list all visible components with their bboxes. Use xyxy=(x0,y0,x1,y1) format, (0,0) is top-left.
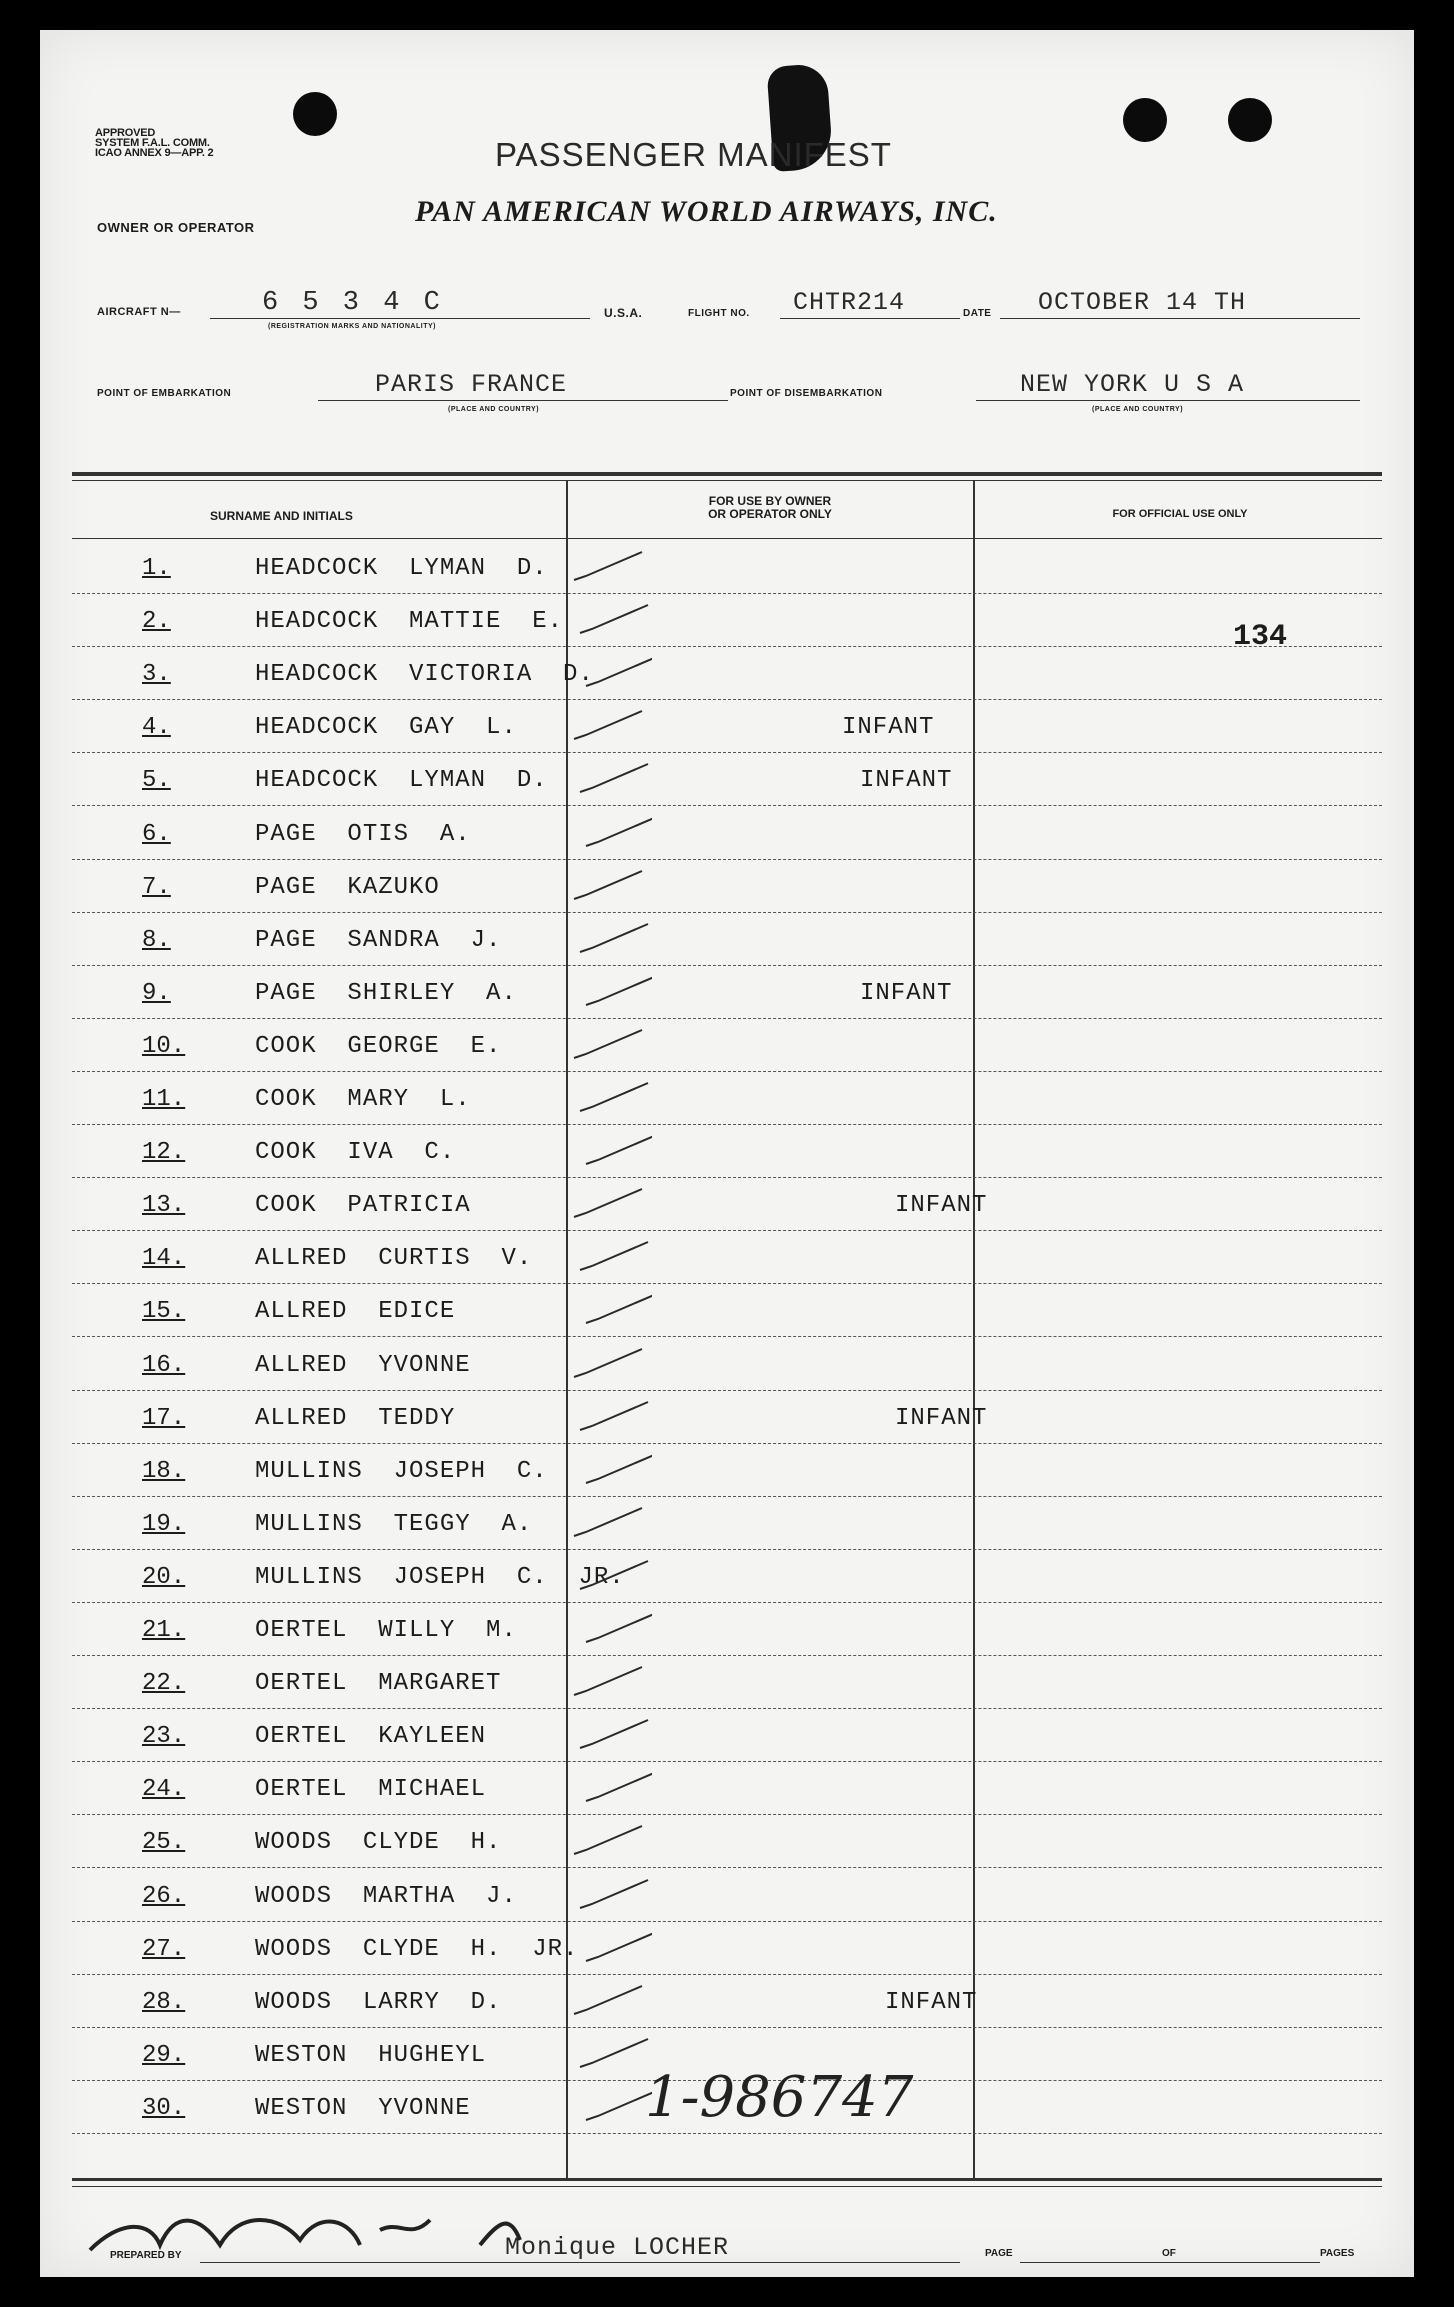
disembark-underline xyxy=(976,400,1360,401)
check-mark-icon xyxy=(572,705,652,745)
passenger-number: 18. xyxy=(142,1457,186,1485)
passenger-number: 16. xyxy=(142,1351,186,1379)
check-mark-icon xyxy=(572,1077,652,1117)
passenger-row xyxy=(72,1922,1382,1975)
owner-label: OWNER OR OPERATOR xyxy=(97,220,255,235)
passenger-number: 2. xyxy=(142,608,171,636)
passenger-row xyxy=(72,1497,1382,1550)
passenger-name: WESTON HUGHEYL xyxy=(255,2041,487,2069)
aircraft-underline xyxy=(210,318,590,319)
passenger-name: COOK IVA C. xyxy=(255,1139,456,1167)
aircraft-value: 6 5 3 4 C xyxy=(262,288,444,318)
passenger-number: 7. xyxy=(142,873,171,901)
passenger-name: WOODS LARRY D. xyxy=(255,1988,502,2016)
page-label: PAGE xyxy=(985,2248,1013,2259)
check-mark-icon xyxy=(572,1396,652,1436)
passenger-number: 9. xyxy=(142,979,171,1007)
passenger-name: WOODS CLYDE H. xyxy=(255,1829,502,1857)
passenger-name: ALLRED EDICE xyxy=(255,1298,456,1326)
passenger-number: 3. xyxy=(142,661,171,689)
check-mark-icon xyxy=(572,1024,652,1064)
passenger-name: OERTEL MARGARET xyxy=(255,1670,502,1698)
passenger-row xyxy=(72,541,1382,594)
embark-sub: (PLACE AND COUNTRY) xyxy=(448,406,540,413)
passenger-number: 26. xyxy=(142,1882,186,1910)
passenger-name: WOODS CLYDE H. JR. xyxy=(255,1935,579,1963)
passenger-name: HEADCOCK MATTIE E. xyxy=(255,608,564,636)
page-underline xyxy=(1020,2262,1320,2263)
handwritten-number: 1-986747 xyxy=(645,2065,914,2130)
embark-value: PARIS FRANCE xyxy=(375,370,568,399)
check-mark-icon xyxy=(572,1980,652,2020)
passenger-number: 14. xyxy=(142,1245,186,1273)
passenger-row xyxy=(72,1762,1382,1815)
passenger-number: 15. xyxy=(142,1298,186,1326)
check-mark-icon xyxy=(572,2086,652,2126)
col-header-official: FOR OFFICIAL USE ONLY xyxy=(1112,508,1248,520)
passenger-number: 12. xyxy=(142,1139,186,1167)
passenger-number: 6. xyxy=(142,820,171,848)
check-mark-icon xyxy=(572,1343,652,1383)
passenger-name: MULLINS TEGGY A. xyxy=(255,1510,533,1538)
check-mark-icon xyxy=(572,865,652,905)
passenger-number: 24. xyxy=(142,1776,186,1804)
passenger-row xyxy=(72,647,1382,700)
col-header-surname: SURNAME AND INITIALS xyxy=(210,509,353,523)
check-mark-icon xyxy=(572,1767,652,1807)
punch-hole-right-1 xyxy=(1123,98,1167,142)
check-mark-icon xyxy=(572,1289,652,1329)
passenger-note: INFANT xyxy=(842,714,935,742)
passenger-name: ALLRED TEDDY xyxy=(255,1404,456,1432)
check-mark-icon xyxy=(572,1555,652,1595)
aircraft-sub: (REGISTRATION MARKS AND NATIONALITY) xyxy=(268,323,436,330)
passenger-name: COOK GEORGE E. xyxy=(255,1032,502,1060)
passenger-row xyxy=(72,1603,1382,1656)
date-underline xyxy=(1000,318,1360,319)
passenger-name: MULLINS JOSEPH C. JR. xyxy=(255,1563,625,1591)
passenger-row xyxy=(72,1391,1382,1444)
flight-underline xyxy=(780,318,960,319)
punch-hole-right-2 xyxy=(1228,98,1272,142)
embark-label: POINT OF EMBARKATION xyxy=(97,388,232,399)
check-mark-icon xyxy=(572,1608,652,1648)
passenger-number: 25. xyxy=(142,1829,186,1857)
passenger-number: 29. xyxy=(142,2041,186,2069)
passenger-row xyxy=(72,1072,1382,1125)
disembark-sub: (PLACE AND COUNTRY) xyxy=(1092,406,1184,413)
passenger-row xyxy=(72,807,1382,860)
passenger-name: COOK MARY L. xyxy=(255,1086,471,1113)
check-mark-icon xyxy=(572,1502,652,1542)
check-mark-icon xyxy=(572,1183,652,1223)
passenger-row xyxy=(72,1231,1382,1284)
check-mark-icon xyxy=(572,546,652,586)
check-mark-icon xyxy=(572,652,652,692)
check-mark-icon xyxy=(572,971,652,1011)
page-title: PASSENGER MANIFEST xyxy=(495,136,892,173)
passenger-name: ALLRED YVONNE xyxy=(255,1351,471,1379)
check-mark-icon xyxy=(572,1927,652,1967)
passenger-note: INFANT xyxy=(895,1404,988,1432)
passenger-note: INFANT xyxy=(860,767,953,795)
passenger-note: INFANT xyxy=(885,1988,978,2016)
punch-hole-left xyxy=(293,92,337,136)
passenger-name: WESTON YVONNE xyxy=(255,2094,471,2122)
disembark-label: POINT OF DISEMBARKATION xyxy=(730,388,883,399)
passenger-name: MULLINS JOSEPH C. xyxy=(255,1457,548,1485)
passenger-number: 30. xyxy=(142,2094,186,2122)
passenger-number: 23. xyxy=(142,1723,186,1751)
row-rule xyxy=(72,2133,1382,2134)
passenger-row xyxy=(72,1284,1382,1337)
prepared-by-value: Monique LOCHER xyxy=(505,2233,730,2262)
passenger-name: OERTEL KAYLEEN xyxy=(255,1723,487,1751)
passenger-number: 21. xyxy=(142,1617,186,1644)
passenger-row xyxy=(72,1815,1382,1868)
passenger-note: INFANT xyxy=(860,979,953,1007)
passenger-name: ALLRED CURTIS V. xyxy=(255,1245,533,1273)
embark-underline xyxy=(318,400,728,401)
passenger-number: 27. xyxy=(142,1935,186,1963)
prepared-by-underline xyxy=(200,2262,960,2263)
passenger-row xyxy=(72,1975,1382,2028)
approval-stamp: APPROVED SYSTEM F.A.L. COMM. ICAO ANNEX 9—APP. 2 xyxy=(95,127,214,159)
check-mark-icon xyxy=(572,1820,652,1860)
passenger-row xyxy=(72,860,1382,913)
passenger-number: 4. xyxy=(142,714,171,742)
passenger-number: 13. xyxy=(142,1192,186,1220)
check-mark-icon xyxy=(572,599,652,639)
check-mark-icon xyxy=(572,918,652,958)
check-mark-icon xyxy=(572,812,652,852)
passenger-row xyxy=(72,966,1382,1019)
table-bottom-rule-thin xyxy=(72,2186,1382,2187)
passenger-name: HEADCOCK GAY L. xyxy=(255,714,517,742)
table-top-rule xyxy=(72,472,1382,476)
usa-label: U.S.A. xyxy=(604,306,643,320)
passenger-name: WOODS MARTHA J. xyxy=(255,1882,517,1910)
check-mark-icon xyxy=(572,2033,652,2073)
passenger-row xyxy=(72,1444,1382,1497)
check-mark-icon xyxy=(572,1714,652,1754)
passenger-name: PAGE SHIRLEY A. xyxy=(255,979,517,1007)
col-header-owner: FOR USE BY OWNER OR OPERATOR ONLY xyxy=(708,494,832,521)
passenger-number: 10. xyxy=(142,1032,186,1060)
prepared-by-label: PREPARED BY xyxy=(110,2250,182,2261)
passenger-row xyxy=(72,1125,1382,1178)
table-bottom-rule xyxy=(72,2178,1382,2181)
aircraft-label: AIRCRAFT N— xyxy=(97,306,181,318)
passenger-number: 8. xyxy=(142,926,171,954)
passenger-name: PAGE OTIS A. xyxy=(255,820,471,848)
flight-value: CHTR214 xyxy=(793,288,906,317)
passenger-row xyxy=(72,1550,1382,1603)
passenger-row xyxy=(72,1178,1382,1231)
passenger-note: INFANT xyxy=(895,1192,988,1220)
header-underline xyxy=(72,538,1382,539)
passenger-row xyxy=(72,1338,1382,1391)
passenger-name: OERTEL MICHAEL xyxy=(255,1776,487,1804)
passenger-row xyxy=(72,753,1382,806)
passenger-name: HEADCOCK LYMAN D. xyxy=(255,767,548,795)
official-number: 134 xyxy=(1233,620,1288,654)
check-mark-icon xyxy=(572,1236,652,1276)
passenger-name: HEADCOCK LYMAN D. xyxy=(255,555,548,582)
passenger-number: 11. xyxy=(142,1086,186,1113)
passenger-name: PAGE SANDRA J. xyxy=(255,926,502,954)
disembark-value: NEW YORK U S A xyxy=(1020,370,1245,399)
passenger-name: HEADCOCK VICTORIA D. xyxy=(255,661,594,689)
passenger-name: OERTEL WILLY M. xyxy=(255,1617,517,1644)
company-name: PAN AMERICAN WORLD AIRWAYS, INC. xyxy=(415,195,998,228)
table-top-rule-thin xyxy=(72,480,1382,481)
passenger-row xyxy=(72,1709,1382,1762)
passenger-number: 20. xyxy=(142,1563,186,1591)
flight-label: FLIGHT NO. xyxy=(688,308,750,319)
passenger-row xyxy=(72,594,1382,647)
passenger-name: COOK PATRICIA xyxy=(255,1192,471,1220)
date-label: DATE xyxy=(963,308,992,319)
check-mark-icon xyxy=(572,1130,652,1170)
passenger-number: 17. xyxy=(142,1404,186,1432)
pages-label: PAGES xyxy=(1320,2248,1355,2259)
check-mark-icon xyxy=(572,1874,652,1914)
date-value: OCTOBER 14 TH xyxy=(1038,288,1247,317)
passenger-row xyxy=(72,1019,1382,1072)
passenger-number: 5. xyxy=(142,767,171,795)
passenger-number: 28. xyxy=(142,1988,186,2016)
passenger-number: 19. xyxy=(142,1510,186,1538)
passenger-row xyxy=(72,700,1382,753)
passenger-row xyxy=(72,1869,1382,1922)
passenger-number: 22. xyxy=(142,1670,186,1698)
check-mark-icon xyxy=(572,1449,652,1489)
check-mark-icon xyxy=(572,1661,652,1701)
passenger-number: 1. xyxy=(142,555,171,582)
check-mark-icon xyxy=(572,758,652,798)
passenger-row xyxy=(72,913,1382,966)
passenger-name: PAGE KAZUKO xyxy=(255,873,440,901)
of-label: OF xyxy=(1162,2248,1176,2259)
passenger-row xyxy=(72,1656,1382,1709)
